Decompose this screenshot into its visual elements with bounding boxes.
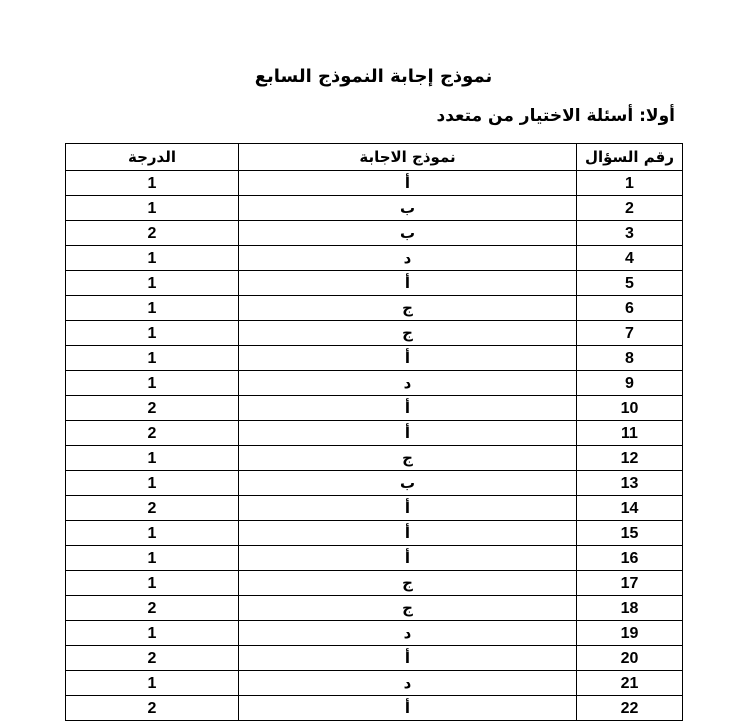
question-number-cell: 3 <box>577 221 683 246</box>
grade-cell: 2 <box>66 696 239 721</box>
answer-cell: ج <box>239 296 577 321</box>
table-row <box>66 621 683 646</box>
answer-cell: د <box>239 671 577 696</box>
grade-cell: 1 <box>66 296 239 321</box>
table-row <box>66 696 683 721</box>
grade-cell: 2 <box>66 421 239 446</box>
answer-cell: ج <box>239 446 577 471</box>
table-row <box>66 671 683 696</box>
answer-cell: أ <box>239 646 577 671</box>
table-row <box>66 471 683 496</box>
answer-cell: أ <box>239 271 577 296</box>
question-number-cell: 18 <box>577 596 683 621</box>
question-number-cell: 21 <box>577 671 683 696</box>
question-number-cell: 16 <box>577 546 683 571</box>
question-number-cell: 1 <box>577 171 683 196</box>
question-number-cell: 4 <box>577 246 683 271</box>
question-number-cell: 17 <box>577 571 683 596</box>
grade-cell: 2 <box>66 646 239 671</box>
table-row <box>66 396 683 421</box>
question-number-cell: 9 <box>577 371 683 396</box>
answer-cell: د <box>239 371 577 396</box>
table-row <box>66 521 683 546</box>
document-title: نموذج إجابة النموذج السابع <box>254 66 493 87</box>
answer-cell: ب <box>239 221 577 246</box>
table-row <box>66 246 683 271</box>
question-number-cell: 13 <box>577 471 683 496</box>
table-row <box>66 446 683 471</box>
grade-cell: 1 <box>66 571 239 596</box>
table-row <box>66 496 683 521</box>
answer-cell: ج <box>239 321 577 346</box>
answer-cell: د <box>239 246 577 271</box>
grade-cell: 1 <box>66 521 239 546</box>
answer-cell: أ <box>239 346 577 371</box>
grade-cell: 1 <box>66 196 239 221</box>
question-number-cell: 2 <box>577 196 683 221</box>
grade-cell: 1 <box>66 371 239 396</box>
question-number-cell: 19 <box>577 621 683 646</box>
header-question-number: رقم السؤال <box>577 144 683 171</box>
table-row <box>66 221 683 246</box>
grade-cell: 2 <box>66 396 239 421</box>
question-number-cell: 20 <box>577 646 683 671</box>
table-row <box>66 596 683 621</box>
table-row <box>66 271 683 296</box>
question-number-cell: 7 <box>577 321 683 346</box>
table-row <box>66 546 683 571</box>
question-number-cell: 12 <box>577 446 683 471</box>
table-row <box>66 321 683 346</box>
answer-rows <box>66 171 683 721</box>
grade-cell: 1 <box>66 546 239 571</box>
answer-cell: أ <box>239 521 577 546</box>
grade-cell: 2 <box>66 596 239 621</box>
table-row <box>66 371 683 396</box>
table-row <box>66 646 683 671</box>
grade-cell: 2 <box>66 496 239 521</box>
question-number-cell: 10 <box>577 396 683 421</box>
grade-cell: 1 <box>66 271 239 296</box>
grade-cell: 2 <box>66 221 239 246</box>
answer-cell: ج <box>239 596 577 621</box>
table-row <box>66 421 683 446</box>
question-number-cell: 5 <box>577 271 683 296</box>
question-number-cell: 15 <box>577 521 683 546</box>
table-row <box>66 196 683 221</box>
question-number-cell: 22 <box>577 696 683 721</box>
table-row <box>66 296 683 321</box>
answer-cell: ب <box>239 196 577 221</box>
grade-cell: 1 <box>66 171 239 196</box>
answer-cell: أ <box>239 496 577 521</box>
answer-cell: ج <box>239 571 577 596</box>
grade-cell: 1 <box>66 446 239 471</box>
grade-cell: 1 <box>66 621 239 646</box>
table-row <box>66 171 683 196</box>
grade-cell: 1 <box>66 346 239 371</box>
answer-cell: أ <box>239 421 577 446</box>
answer-cell: أ <box>239 696 577 721</box>
answer-cell: أ <box>239 546 577 571</box>
answer-cell: د <box>239 621 577 646</box>
grade-cell: 1 <box>66 246 239 271</box>
section-heading: أولا: أسئلة الاختيار من متعدد <box>436 106 675 126</box>
question-number-cell: 14 <box>577 496 683 521</box>
table-row <box>66 571 683 596</box>
question-number-cell: 6 <box>577 296 683 321</box>
question-number-cell: 11 <box>577 421 683 446</box>
answer-cell: أ <box>239 396 577 421</box>
grade-cell: 1 <box>66 671 239 696</box>
grade-cell: 1 <box>66 321 239 346</box>
grade-cell: 1 <box>66 471 239 496</box>
answer-key-table <box>65 143 683 721</box>
table-row <box>66 346 683 371</box>
header-answer-key: نموذج الاجابة <box>239 144 577 171</box>
answer-cell: أ <box>239 171 577 196</box>
question-number-cell: 8 <box>577 346 683 371</box>
header-grade: الدرجة <box>66 144 239 171</box>
answer-cell: ب <box>239 471 577 496</box>
table-header-row <box>66 144 683 171</box>
